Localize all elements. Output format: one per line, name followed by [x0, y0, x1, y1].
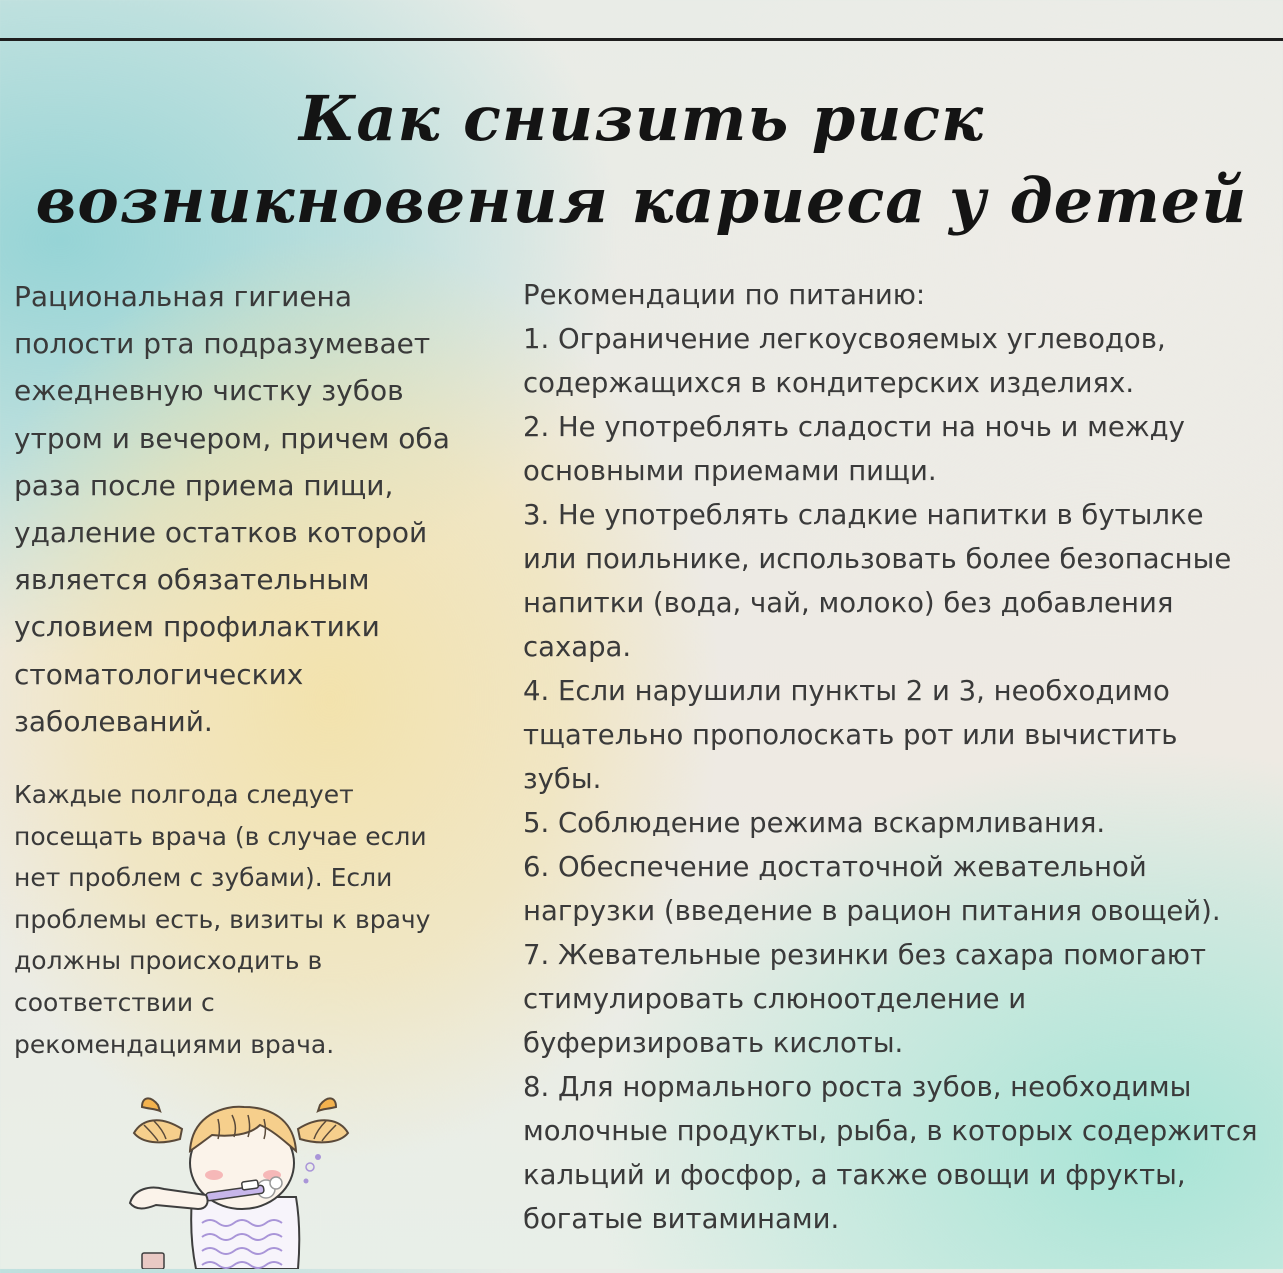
nutrition-line: нагрузки (введение в рацион питания овощей).	[523, 895, 1221, 927]
hygiene-line: полости рта подразумевает	[14, 327, 431, 361]
nutrition-line: богатые витаминами.	[523, 1203, 840, 1235]
top-divider	[0, 38, 1283, 41]
visits-line: нет проблем с зубами). Если	[14, 863, 393, 893]
nutrition-line: 6. Обеспечение достаточной жевательной	[523, 851, 1147, 883]
nutrition-line: тщательно прополоскать рот или вычистить	[523, 719, 1178, 751]
nutrition-line: 5. Соблюдение режима вскармливания.	[523, 807, 1106, 839]
nutrition-recommendations	[523, 273, 1278, 1241]
nutrition-line: 1. Ограничение легкоусвояемых углеводов,	[523, 323, 1166, 355]
nutrition-line: напитки (вода, чай, молоко) без добавления	[523, 587, 1174, 619]
nutrition-line: сахара.	[523, 631, 632, 663]
hygiene-line: стоматологических	[14, 657, 304, 691]
visits-line: посещать врача (в случае если	[14, 821, 427, 851]
hygiene-paragraph	[14, 273, 509, 745]
girl-brushing-teeth-icon	[120, 1085, 360, 1269]
nutrition-line: 3. Не употреблять сладкие напитки в бутылке	[523, 499, 1204, 531]
visits-line: проблемы есть, визиты к врачу	[14, 904, 431, 934]
hygiene-line: ежедневную чистку зубов	[14, 374, 404, 408]
nutrition-heading: Рекомендации по питанию:	[523, 279, 926, 311]
nutrition-line: основными приемами пищи.	[523, 455, 937, 487]
nutrition-line: кальций и фосфор, а также овощи и фрукты,	[523, 1159, 1186, 1191]
page-title	[0, 78, 1283, 242]
nutrition-line: 2. Не употреблять сладости на ночь и между	[523, 411, 1185, 443]
nutrition-line: молочные продукты, рыба, в которых содержится	[523, 1115, 1258, 1147]
nutrition-line: 7. Жевательные резинки без сахара помогают	[523, 939, 1206, 971]
visits-line: рекомендациями врача.	[14, 1029, 335, 1059]
nutrition-line: буферизировать кислоты.	[523, 1027, 904, 1059]
right-pigtail-icon	[298, 1098, 348, 1142]
title-line-2: возникновения кариеса у детей	[35, 164, 1248, 237]
visits-line: должны происходить в	[14, 946, 323, 976]
hygiene-section	[14, 273, 509, 745]
visits-line: соответствии с	[14, 987, 215, 1017]
hygiene-line: утром и вечером, причем оба	[14, 421, 450, 455]
hygiene-line: Рациональная гигиена	[14, 280, 353, 313]
hygiene-line: является обязательным	[14, 563, 370, 597]
nutrition-line: 8. Для нормального роста зубов, необходимы	[523, 1071, 1192, 1103]
nutrition-line: или поильнике, использовать более безопасные	[523, 543, 1232, 575]
doctor-visits-paragraph	[14, 774, 484, 1065]
visits-line: Каждые полгода следует	[14, 780, 354, 809]
hygiene-line: удаление остатков которой	[14, 516, 428, 550]
nutrition-line: зубы.	[523, 763, 602, 795]
nutrition-line: содержащихся в кондитерских изделиях.	[523, 367, 1135, 399]
hygiene-line: заболеваний.	[14, 704, 213, 738]
hygiene-line: раза после приема пищи,	[14, 468, 394, 502]
title-line-1: Как снизить риск	[298, 82, 984, 155]
left-pigtail-icon	[134, 1098, 182, 1142]
nutrition-line: 4. Если нарушили пункты 2 и 3, необходимо	[523, 675, 1170, 707]
nutrition-line: стимулировать слюноотделение и	[523, 983, 1027, 1015]
hygiene-line: условием профилактики	[14, 610, 380, 644]
